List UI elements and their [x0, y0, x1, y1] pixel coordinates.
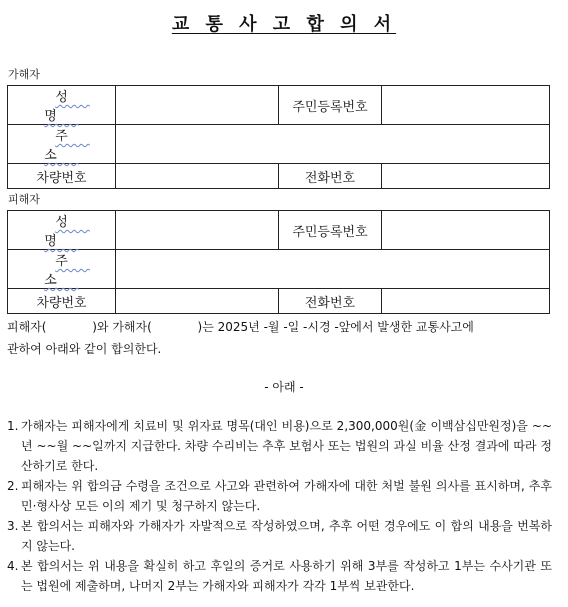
offender-address-value[interactable]	[116, 125, 550, 164]
list-item: 3. 본 합의서는 피해자와 가해자가 자발적으로 작성하였으며, 추후 어떤 경우에도 이 합의 내용을 번복하지 않는다.	[7, 519, 552, 553]
offender-id-label: 주민등록번호	[279, 86, 382, 125]
offender-phone-value[interactable]	[382, 164, 550, 189]
offender-address-label: 주 소	[8, 125, 116, 164]
list-item: 4. 본 합의서는 위 내용을 확실히 하고 후일의 증거로 사용하기 위해 3부를 작성하고 1부는 수사기관 또는 법원에 제출하며, 나머지 2부는 가해자와 피해자가 각각 1부씩 보관한다.	[7, 559, 552, 593]
victim-address-value[interactable]	[116, 250, 550, 289]
intro-line-2: 관하여 아래와 같이 합의한다.	[7, 342, 162, 356]
victim-phone-label: 전화번호	[279, 289, 382, 314]
intro-line-1: 피해자( )와 가해자( )는 2025년 -월 -일 -시경 -앞에서 발생한 교통사고에	[7, 320, 474, 334]
agreement-items	[7, 416, 552, 596]
victim-id-label: 주민등록번호	[279, 211, 382, 250]
offender-phone-label: 전화번호	[279, 164, 382, 189]
victim-name-value[interactable]	[116, 211, 279, 250]
victim-address-label: 주 소	[8, 250, 116, 289]
offender-name-value[interactable]	[116, 86, 279, 125]
offender-section-label: 가해자	[8, 68, 40, 81]
offender-id-value[interactable]	[382, 86, 550, 125]
victim-id-value[interactable]	[382, 211, 550, 250]
victim-section-label: 피해자	[8, 193, 40, 206]
victim-table	[7, 210, 550, 314]
below-heading: - 아래 -	[264, 380, 304, 394]
victim-phone-value[interactable]	[382, 289, 550, 314]
victim-car-value[interactable]	[116, 289, 279, 314]
list-item: 1. 가해자는 피해자에게 치료비 및 위자료 명목(대인 비용)으로 2,300,000원(金 이백삼십만원정)을 ~~년 ~~월 ~~일까지 지급한다. 차량 수리비는 추후 보험사 또는 법원의 과실 비율 산정 결과에 따라 정산하기로 한다.	[7, 419, 552, 473]
list-item: 2. 피해자는 위 합의금 수령을 조건으로 사고와 관련하여 가해자에 대한 처벌 불원 의사를 표시하며, 추후 민·형사상 모든 이의 제기 및 청구하지 않는다.	[7, 479, 552, 513]
victim-name-label: 성 명	[8, 211, 116, 250]
offender-car-label: 차량번호	[8, 164, 116, 189]
offender-table	[7, 85, 550, 189]
victim-car-label: 차량번호	[8, 289, 116, 314]
offender-car-value[interactable]	[116, 164, 279, 189]
offender-name-label: 성 명	[8, 86, 116, 125]
document-title: 교 통 사 고 합 의 서	[171, 14, 397, 35]
intro-paragraph	[7, 316, 552, 360]
